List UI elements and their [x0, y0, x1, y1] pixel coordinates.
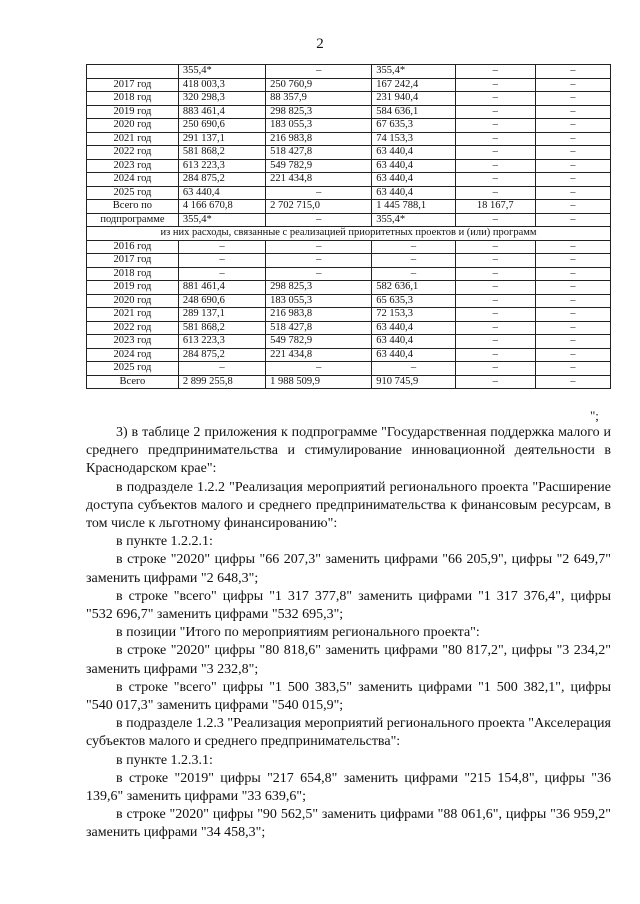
value-cell: –	[455, 240, 535, 254]
paragraph: в подразделе 1.2.2 "Реализация мероприятий регионального проекта "Расширение доступа субъектов малого и среднего предпринимательства к финансовым ресурсам, в том числе к льготному финансированию":	[86, 479, 611, 532]
value-cell: –	[455, 105, 535, 119]
table-row	[87, 146, 611, 160]
value-cell: –	[178, 240, 265, 254]
cell: 355,4*	[372, 213, 456, 227]
value-cell: –	[178, 362, 265, 376]
year-cell: 2024 год	[87, 173, 179, 187]
value-cell: 581 868,2	[178, 146, 265, 160]
value-cell: –	[455, 267, 535, 281]
value-cell: –	[266, 186, 372, 200]
table-row	[87, 267, 611, 281]
table-bottom-section	[87, 240, 611, 389]
value-cell: –	[535, 186, 610, 200]
value-cell: 320 298,3	[178, 92, 265, 106]
value-cell: 250 690,6	[178, 119, 265, 133]
value-cell: –	[455, 335, 535, 349]
value-cell: –	[455, 132, 535, 146]
table-row	[87, 159, 611, 173]
value-cell: 63 440,4	[178, 186, 265, 200]
value-cell: 248 690,6	[178, 294, 265, 308]
value-cell: –	[372, 362, 456, 376]
value-cell: 183 055,3	[266, 119, 372, 133]
value-cell: 72 153,3	[372, 308, 456, 322]
table-top-section	[87, 65, 611, 200]
value-cell: –	[535, 254, 610, 268]
value-cell: –	[535, 321, 610, 335]
value-cell: –	[535, 119, 610, 133]
table-row	[87, 321, 611, 335]
value-cell: 284 875,2	[178, 348, 265, 362]
paragraph: в строке "2020" цифры "80 818,6" заменить цифрами "80 817,2", цифры "3 234,2" заменить цифрами "3 232,8";	[86, 643, 611, 677]
value-cell: –	[535, 159, 610, 173]
table-row	[87, 362, 611, 376]
value-cell: –	[178, 267, 265, 281]
table-row	[87, 65, 611, 79]
cell: 2 702 715,0	[266, 200, 372, 214]
cell: 355,4*	[178, 213, 265, 227]
table-row	[87, 240, 611, 254]
value-cell: –	[455, 159, 535, 173]
paragraph: в строке "2020" цифры "66 207,3" заменить цифрами "66 205,9", цифры "2 649,7" заменить цифрами "2 648,3";	[86, 552, 611, 586]
total-label-2: подпрограмме	[87, 213, 179, 227]
year-cell: 2021 год	[87, 132, 179, 146]
value-cell: 63 440,4	[372, 321, 456, 335]
value-cell: –	[455, 362, 535, 376]
value-cell: –	[455, 308, 535, 322]
cell: 1 445 788,1	[372, 200, 456, 214]
value-cell: 63 440,4	[372, 173, 456, 187]
year-cell: 2018 год	[87, 267, 179, 281]
value-cell: –	[455, 321, 535, 335]
value-cell: –	[455, 78, 535, 92]
value-cell: –	[535, 281, 610, 295]
value-cell: 221 434,8	[266, 173, 372, 187]
value-cell: –	[535, 146, 610, 160]
value-cell: –	[372, 240, 456, 254]
value-cell: 231 940,4	[372, 92, 456, 106]
value-cell: 221 434,8	[266, 348, 372, 362]
year-cell: Всего	[87, 375, 179, 389]
value-cell: –	[455, 119, 535, 133]
table-row	[87, 335, 611, 349]
table-row	[87, 132, 611, 146]
table-row	[87, 186, 611, 200]
table-row-total	[87, 200, 611, 214]
table-row	[87, 375, 611, 389]
value-cell: –	[535, 105, 610, 119]
value-cell: –	[266, 254, 372, 268]
value-cell: 418 003,3	[178, 78, 265, 92]
value-cell: 883 461,4	[178, 105, 265, 119]
value-cell: –	[535, 173, 610, 187]
value-cell: –	[535, 375, 610, 389]
paragraph: в строке "всего" цифры "1 500 383,5" заменить цифрами "1 500 382,1", цифры "540 017,3" заменить цифрами "540 015,9";	[86, 679, 611, 714]
value-cell: –	[535, 335, 610, 349]
value-cell: –	[455, 92, 535, 106]
table-row	[87, 173, 611, 187]
table-row	[87, 281, 611, 295]
year-cell: 2022 год	[87, 321, 179, 335]
value-cell: –	[178, 254, 265, 268]
table-row	[87, 92, 611, 106]
year-cell: 2017 год	[87, 254, 179, 268]
value-cell: 88 357,9	[266, 92, 372, 106]
value-cell: 2 899 255,8	[178, 375, 265, 389]
value-cell: –	[535, 78, 610, 92]
value-cell: 582 636,1	[372, 281, 456, 295]
value-cell: –	[455, 294, 535, 308]
cell: –	[535, 200, 610, 214]
value-cell: –	[535, 362, 610, 376]
value-cell: 63 440,4	[372, 186, 456, 200]
cell: –	[266, 213, 372, 227]
value-cell: 216 983,8	[266, 132, 372, 146]
value-cell: 63 440,4	[372, 335, 456, 349]
year-cell: 2019 год	[87, 105, 179, 119]
page-number: 2	[316, 36, 324, 52]
value-cell: –	[455, 173, 535, 187]
paragraph: в позиции "Итого по мероприятиям регионального проекта":	[116, 625, 480, 641]
value-cell: –	[266, 267, 372, 281]
value-cell: 518 427,8	[266, 321, 372, 335]
year-cell: 2020 год	[87, 119, 179, 133]
year-cell: 2024 год	[87, 348, 179, 362]
year-cell: 2020 год	[87, 294, 179, 308]
value-cell: –	[535, 132, 610, 146]
value-cell: 63 440,4	[372, 146, 456, 160]
table-row	[87, 105, 611, 119]
value-cell: –	[535, 65, 610, 79]
cell: –	[455, 213, 535, 227]
value-cell: 355,4*	[178, 65, 265, 79]
financing-table	[86, 64, 611, 389]
year-cell: 2016 год	[87, 240, 179, 254]
table-row-total-2	[87, 213, 611, 227]
value-cell: –	[535, 348, 610, 362]
value-cell: –	[266, 240, 372, 254]
value-cell: –	[455, 186, 535, 200]
table-row	[87, 308, 611, 322]
paragraph: в пункте 1.2.2.1:	[116, 534, 213, 550]
table-row	[87, 348, 611, 362]
value-cell: –	[535, 308, 610, 322]
value-cell: 549 782,9	[266, 159, 372, 173]
year-cell: 2023 год	[87, 335, 179, 349]
table-row	[87, 119, 611, 133]
value-cell: 216 983,8	[266, 308, 372, 322]
table-row	[87, 78, 611, 92]
table-total-section	[87, 200, 611, 241]
value-cell: –	[372, 254, 456, 268]
value-cell: 63 440,4	[372, 348, 456, 362]
paragraph: в строке "2020" цифры "90 562,5" заменить цифрами "88 061,6", цифры "36 959,2" заменить цифрами "34 458,3";	[86, 807, 611, 841]
paragraph: 3) в таблице 2 приложения к подпрограмме "Государственная поддержка малого и среднего предпринимательства и стимулирование инновационной деятельности в Краснодарском крае":	[86, 425, 611, 477]
value-cell: 250 760,9	[266, 78, 372, 92]
value-cell: 549 782,9	[266, 335, 372, 349]
closing-quote: ";	[590, 408, 599, 423]
value-cell: 74 153,3	[372, 132, 456, 146]
year-cell: 2025 год	[87, 186, 179, 200]
value-cell: 613 223,3	[178, 159, 265, 173]
year-cell: 2023 год	[87, 159, 179, 173]
value-cell: 65 635,3	[372, 294, 456, 308]
value-cell: –	[372, 267, 456, 281]
paragraph: в подразделе 1.2.3 "Реализация мероприятий регионального проекта "Акселерация субъектов малого и среднего предпринимательства":	[86, 716, 611, 750]
value-cell: –	[266, 65, 372, 79]
value-cell: 355,4*	[372, 65, 456, 79]
value-cell: 910 745,9	[372, 375, 456, 389]
value-cell: –	[455, 65, 535, 79]
year-cell: 2021 год	[87, 308, 179, 322]
value-cell: –	[455, 375, 535, 389]
value-cell: –	[455, 281, 535, 295]
paragraph: в строке "всего" цифры "1 317 377,8" заменить цифрами "1 317 376,4", цифры "532 696,7" заменить цифрами "532 695,3";	[86, 588, 611, 623]
year-cell: 2019 год	[87, 281, 179, 295]
table-subheader: из них расходы, связанные с реализацией приоритетных проектов и (или) программ	[87, 227, 611, 241]
total-label-1: Всего по	[87, 200, 179, 214]
paragraph: в строке "2019" цифры "217 654,8" заменить цифрами "215 154,8", цифры "36 139,6" заменить цифрами "33 639,6";	[86, 770, 611, 805]
table-subheader-row	[87, 227, 611, 241]
body-text	[86, 424, 611, 843]
value-cell: –	[535, 267, 610, 281]
paragraph: в пункте 1.2.3.1:	[116, 752, 213, 768]
value-cell: 613 223,3	[178, 335, 265, 349]
value-cell: 581 868,2	[178, 321, 265, 335]
year-cell: 2022 год	[87, 146, 179, 160]
table-row	[87, 254, 611, 268]
year-cell: 2025 год	[87, 362, 179, 376]
cell: 4 166 670,8	[178, 200, 265, 214]
value-cell: 289 137,1	[178, 308, 265, 322]
value-cell: 67 635,3	[372, 119, 456, 133]
value-cell: 291 137,1	[178, 132, 265, 146]
value-cell: 584 636,1	[372, 105, 456, 119]
cell: –	[535, 213, 610, 227]
value-cell: 284 875,2	[178, 173, 265, 187]
value-cell: 167 242,4	[372, 78, 456, 92]
value-cell: –	[266, 362, 372, 376]
year-cell	[87, 65, 179, 79]
value-cell: 63 440,4	[372, 159, 456, 173]
value-cell: 1 988 509,9	[266, 375, 372, 389]
value-cell: –	[455, 348, 535, 362]
value-cell: 881 461,4	[178, 281, 265, 295]
value-cell: –	[535, 92, 610, 106]
value-cell: 183 055,3	[266, 294, 372, 308]
value-cell: 298 825,3	[266, 281, 372, 295]
value-cell: 518 427,8	[266, 146, 372, 160]
value-cell: –	[455, 254, 535, 268]
cell: 18 167,7	[455, 200, 535, 214]
value-cell: –	[535, 240, 610, 254]
year-cell: 2018 год	[87, 92, 179, 106]
value-cell: –	[535, 294, 610, 308]
year-cell: 2017 год	[87, 78, 179, 92]
value-cell: –	[455, 146, 535, 160]
value-cell: 298 825,3	[266, 105, 372, 119]
table-row	[87, 294, 611, 308]
